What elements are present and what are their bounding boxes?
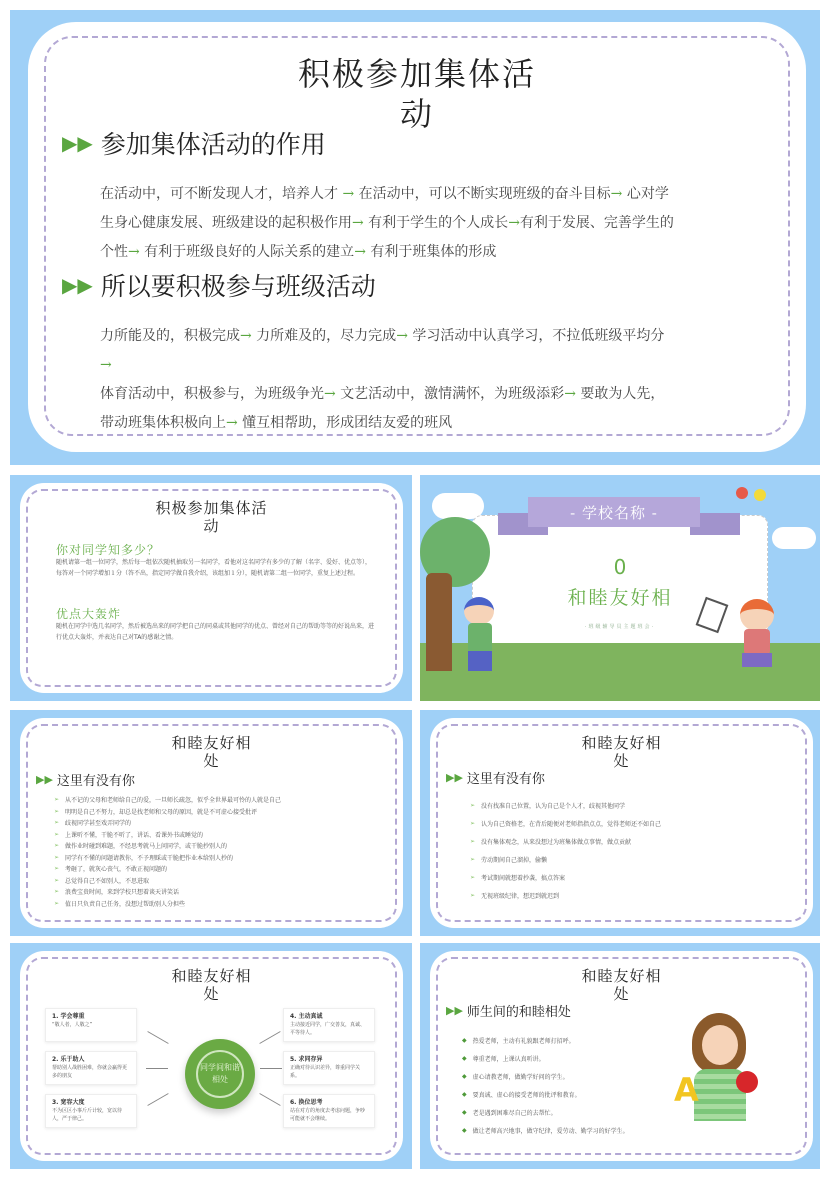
title-line-1: 积极参加集体活: [155, 499, 268, 517]
list-item: ➢ 没有集体观念，从来没想过为班集体做点事情，做点贡献: [470, 837, 632, 846]
double-chevron-right-icon: ▶▶: [62, 273, 93, 297]
slide-card: [430, 951, 813, 1161]
paragraph-merit-bombing: 随机在同学中选几名同学，然后被选出来的同学把自己的同桌或其他同学的优点、曾经对自己的帮助等等的好说出来，进行优点大轰炸，并表达自己对TA的感谢之情。: [56, 623, 375, 641]
list-item: ◆ 热爱老师，主动有礼貌跟老师打招呼。: [462, 1036, 575, 1045]
diagram-box-common-ground: 5. 求同存异 正确对待认识差异，尊重同学关系。: [283, 1051, 375, 1085]
arrowhead-bullet-icon: ➢: [54, 830, 60, 838]
list-item: ◆ 要真诚、虚心的接受老师的批评和教育。: [462, 1090, 581, 1099]
slide-title: [430, 967, 813, 1003]
title-line-2: 处: [613, 985, 630, 1003]
arrowhead-bullet-icon: ➢: [54, 807, 60, 815]
arrowhead-bullet-icon: ➢: [470, 891, 476, 899]
list-item: ➢ 浪费宝贵时间，来到学校只想着谈天讲笑话: [54, 888, 180, 897]
cloud-illustration: [432, 493, 484, 519]
cover-subtitle: ·班级辅导员主题班会·: [584, 624, 656, 630]
slide-5[interactable]: [420, 710, 820, 936]
para-line: 带动班集体积极向上→ 懂互相帮助，形成团结友爱的班风: [100, 415, 453, 431]
slide-card: [20, 718, 403, 928]
arrowhead-bullet-icon: ➢: [470, 837, 476, 845]
section-heading: [446, 1001, 571, 1020]
slide-title: [20, 499, 403, 535]
double-chevron-right-icon: ▶▶: [36, 773, 53, 786]
para-line: 在活动中，可不断发现人才，培养人才 → 在活动中，可以不断实现班级的奋斗目标→ 心对学: [100, 186, 669, 202]
list-item: ◆ 老是遇到困难尽自己的去帮忙。: [462, 1108, 557, 1117]
section-heading: [446, 768, 545, 787]
arrowhead-bullet-icon: ➢: [54, 842, 60, 850]
diamond-bullet-icon: ◆: [462, 1072, 467, 1080]
list-item: ➢ 做作业时碰到难题，不经思考就马上问同学，或干脆抄别人的: [54, 842, 228, 851]
girl-body-icon: [744, 629, 770, 655]
cover-title: 和睦友好相: [567, 587, 673, 609]
slide-card: [20, 951, 403, 1161]
list-item: ◆ 做让老师高兴地事，做守纪律，爱劳动、勤学习的好学生。: [462, 1126, 629, 1135]
arrowhead-bullet-icon: ➢: [54, 899, 60, 907]
slide-card: [430, 718, 813, 928]
slide-3-cover[interactable]: [420, 475, 820, 701]
diagram-box-tolerant: 3. 宽容大度 不为区区小事斤斤计较，宽以待人，严于律己。: [45, 1094, 137, 1128]
title-line-2: 动: [399, 95, 434, 133]
section-1-paragraph: [100, 180, 780, 267]
section-heading-1: [62, 125, 326, 161]
para-line: 体育活动中，积极参与，为班级争光→ 文艺活动中，激情满怀，为班级添彩→ 要敢为人先，: [100, 386, 665, 402]
slide-title: [20, 967, 403, 1003]
list-item: ➢ 无视班级纪律，想迟到就迟到: [470, 891, 560, 900]
list-item: ➢ 歧视同学甚至戏弄同学的: [54, 819, 132, 828]
para-line: →: [100, 357, 112, 373]
girl-skirt-icon: [742, 653, 772, 667]
school-name-ribbon: - 学校名称 -: [528, 497, 700, 527]
para-line: 力所能及的，积极完成→ 力所难及的，尽力完成→ 学习活动中认真学习，不拉低班级平均分: [100, 328, 665, 344]
girl-illustration: [740, 599, 774, 631]
list-item: ➢ 总觉得自己不如别人，不思进取: [54, 876, 150, 885]
slide-title: [28, 54, 806, 134]
tree-trunk-icon: [426, 573, 452, 671]
slide-1[interactable]: [10, 10, 820, 465]
apple-icon: [736, 1071, 758, 1093]
diamond-bullet-icon: ◆: [462, 1126, 467, 1134]
section-heading-text: 这里有没有你: [56, 774, 135, 789]
title-line-2: 动: [203, 517, 220, 535]
slide-card: [28, 22, 806, 452]
list-item: ➢ 劳动期间自己溜掉，偷懒: [470, 855, 548, 864]
title-line-1: 积极参加集体活: [297, 55, 536, 93]
section-heading-text: 参加集体活动的作用: [100, 130, 326, 159]
list-item: ➢ 没有找准自己位置，认为自己是个人才，歧视其他同学: [470, 801, 626, 810]
arrowhead-bullet-icon: ➢: [470, 873, 476, 881]
letter-a-icon: A: [674, 1071, 699, 1109]
hub-label: 同学间和谐相处: [196, 1050, 244, 1098]
cloud-illustration: [772, 527, 816, 549]
arrowhead-bullet-icon: ➢: [470, 801, 476, 809]
subheading-know-classmates: 你对同学知多少？: [56, 543, 161, 557]
arrowhead-bullet-icon: ➢: [54, 796, 60, 804]
section-2-paragraph: [100, 322, 780, 438]
title-line-2: 处: [203, 985, 220, 1003]
slide-title: [430, 734, 813, 770]
slide-title: [20, 734, 403, 770]
section-heading-text: 这里有没有你: [466, 772, 545, 787]
boy-pants-icon: [468, 651, 492, 671]
arrowhead-bullet-icon: ➢: [54, 819, 60, 827]
list-item: ➢ 值日只负责自己任务，没想过帮助别人分担些: [54, 899, 186, 908]
list-item: ➢ 同学有不懂的问题请教你，不予理睬或干脆把作业本给别人抄的: [54, 853, 234, 862]
teacher-face-icon: [702, 1025, 738, 1065]
slide-4[interactable]: [10, 710, 412, 936]
section-heading: [36, 770, 135, 789]
diamond-bullet-icon: ◆: [462, 1108, 467, 1116]
diamond-bullet-icon: ◆: [462, 1090, 467, 1098]
slide-7[interactable]: [420, 943, 820, 1169]
double-chevron-right-icon: ▶▶: [446, 1004, 463, 1017]
section-heading-text: 所以要积极参与班级活动: [100, 272, 376, 301]
list-item: ➢ 考砸了，就灰心丧气，不敢正视问题的: [54, 865, 168, 874]
diagram-box-sincere: 4. 主动真诚 主动接近同学，广交善友，真诚、平等待人。: [283, 1008, 375, 1042]
boy-illustration: [464, 597, 494, 625]
diagram-box-empathy: 6. 换位思考 站在对方的角度去考虑问题，争吵可能就不会继续。: [283, 1094, 375, 1128]
subheading-merit-bombing: 优点大轰炸: [56, 607, 122, 621]
cover-number: 0: [613, 555, 627, 579]
connector-line: [260, 1068, 282, 1069]
paragraph-know-classmates: 随机请第一组一位同学，然后每一组依次随机抽取另一名同学，看他对这名同学有多少的了解（名字、爱好、优点等），每答对一个同学增加１分（答不出，指定同学做自我介绍，该组加１分），随机请第二组一位同学，重复上述过程。: [56, 559, 372, 577]
title-line-1: 和睦友好相: [581, 734, 662, 752]
boy-body-icon: [468, 623, 492, 653]
list-item: ➢ 明明是自己不努力，却总是找老师和父母的原因，就是不可虚心接受批评: [54, 807, 258, 816]
list-item: ◆ 虚心请教老师，做勤学好问的学生。: [462, 1072, 569, 1081]
list-item: ➢ 考试期间就想着抄袭，搞点答案: [470, 873, 566, 882]
diamond-bullet-icon: ◆: [462, 1054, 467, 1062]
para-line: 个性→ 有利于班级良好的人际关系的建立→ 有利于班集体的形成: [100, 244, 497, 260]
slide-card: [20, 483, 403, 693]
para-line: 生身心健康发展、班级建设的起积极作用→ 有利于学生的个人成长→有利于发展、完善学生的: [100, 215, 674, 231]
arrowhead-bullet-icon: ➢: [54, 865, 60, 873]
section-heading-2: [62, 267, 376, 303]
connector-line: [146, 1068, 168, 1069]
title-line-2: 处: [203, 752, 220, 770]
diagram-box-respect: 1. 学会尊重 “敬人者，人敬之”: [45, 1008, 137, 1042]
arrowhead-bullet-icon: ➢: [470, 855, 476, 863]
arrowhead-bullet-icon: ➢: [54, 876, 60, 884]
title-line-1: 和睦友好相: [581, 967, 662, 985]
title-line-1: 和睦友好相: [171, 734, 252, 752]
arrowhead-bullet-icon: ➢: [470, 819, 476, 827]
title-line-1: 和睦友好相: [171, 967, 252, 985]
diagram-hub: [185, 1039, 255, 1109]
slide-2[interactable]: [10, 475, 412, 701]
arrowhead-bullet-icon: ➢: [54, 888, 60, 896]
bullet-list: [54, 794, 281, 909]
list-item: ➢ 上课听不懂，干脆不听了，讲话、看课外书或睡觉的: [54, 830, 204, 839]
double-chevron-right-icon: ▶▶: [62, 131, 93, 155]
title-line-2: 处: [613, 752, 630, 770]
list-item: ◆ 尊重老师，上课认真听讲。: [462, 1054, 545, 1063]
flower-yellow-icon: [754, 489, 766, 501]
diamond-bullet-icon: ◆: [462, 1036, 467, 1044]
flower-red-icon: [736, 487, 748, 499]
slide-6-diagram[interactable]: [10, 943, 412, 1169]
list-item: ➢ 认为自己资格老，在背后随便对老师指指点点，觉得老师还不如自己: [470, 819, 662, 828]
diagram-box-helpful: 2. 乐于助人 帮助别人战胜困难，你就会赢得更多的朋友: [45, 1051, 137, 1085]
bullet-list: [462, 1031, 629, 1139]
double-chevron-right-icon: ▶▶: [446, 771, 463, 784]
list-item: ➢ 从不记的父母和老师给自己的爱，一旦师长疏忽，似乎全世界最可怜的人就是自己: [54, 796, 282, 805]
arrowhead-bullet-icon: ➢: [54, 853, 60, 861]
section-heading-text: 师生间的和睦相处: [466, 1005, 571, 1020]
bullet-list: [470, 796, 661, 904]
